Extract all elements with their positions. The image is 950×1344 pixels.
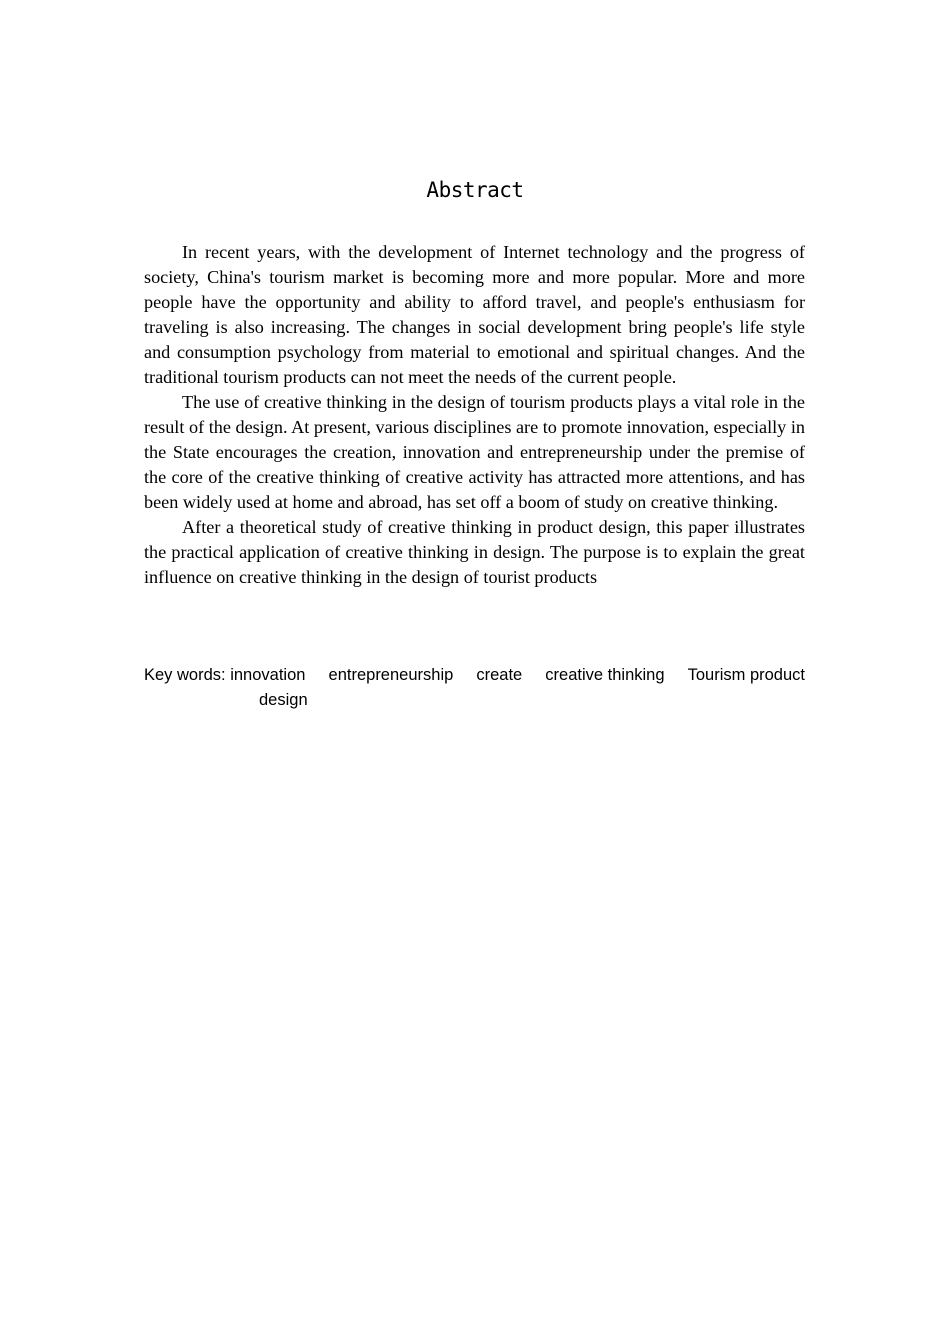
abstract-title: Abstract bbox=[426, 178, 524, 202]
keywords-label-group bbox=[144, 663, 305, 688]
abstract-paragraph: The use of creative thinking in the design of tourism products plays a vital role in the result of the design. At present, various disciplines are to promote innovation, especially in the State encourages the creation, innovation and entrepreneurship under the premise of the core of the creative thinking of creative activity has attracted more attentions, and has been widely used at home and abroad, has set off a boom of study on creative thinking. bbox=[144, 392, 805, 512]
keyword-item: Tourism product bbox=[687, 666, 805, 684]
keyword-item: design bbox=[259, 691, 308, 709]
abstract-paragraph: In recent years, with the development of Internet technology and the progress of society, China's tourism market is becoming more and more popular. More and more people have the opportunity and ability to afford travel, and people's enthusiasm for traveling is also increasing. The changes in social development bring people's life style and consumption psychology from material to emotional and spiritual changes. And the traditional tourism products can not meet the needs of the current people. bbox=[144, 242, 805, 387]
abstract-paragraph: After a theoretical study of creative thinking in product design, this paper illustrates the practical application of creative thinking in design. The purpose is to explain the great influence on creative thinking in the design of tourist products bbox=[144, 517, 805, 587]
keywords-line bbox=[144, 688, 805, 713]
keywords-label: Key words: bbox=[144, 666, 226, 684]
keyword-item: create bbox=[476, 666, 523, 684]
keywords-line bbox=[144, 663, 805, 688]
keyword-item: innovation bbox=[230, 666, 306, 684]
keyword-item: entrepreneurship bbox=[328, 666, 454, 684]
keywords-section bbox=[144, 663, 805, 713]
keyword-item: creative thinking bbox=[545, 666, 665, 684]
abstract-body bbox=[144, 240, 805, 590]
